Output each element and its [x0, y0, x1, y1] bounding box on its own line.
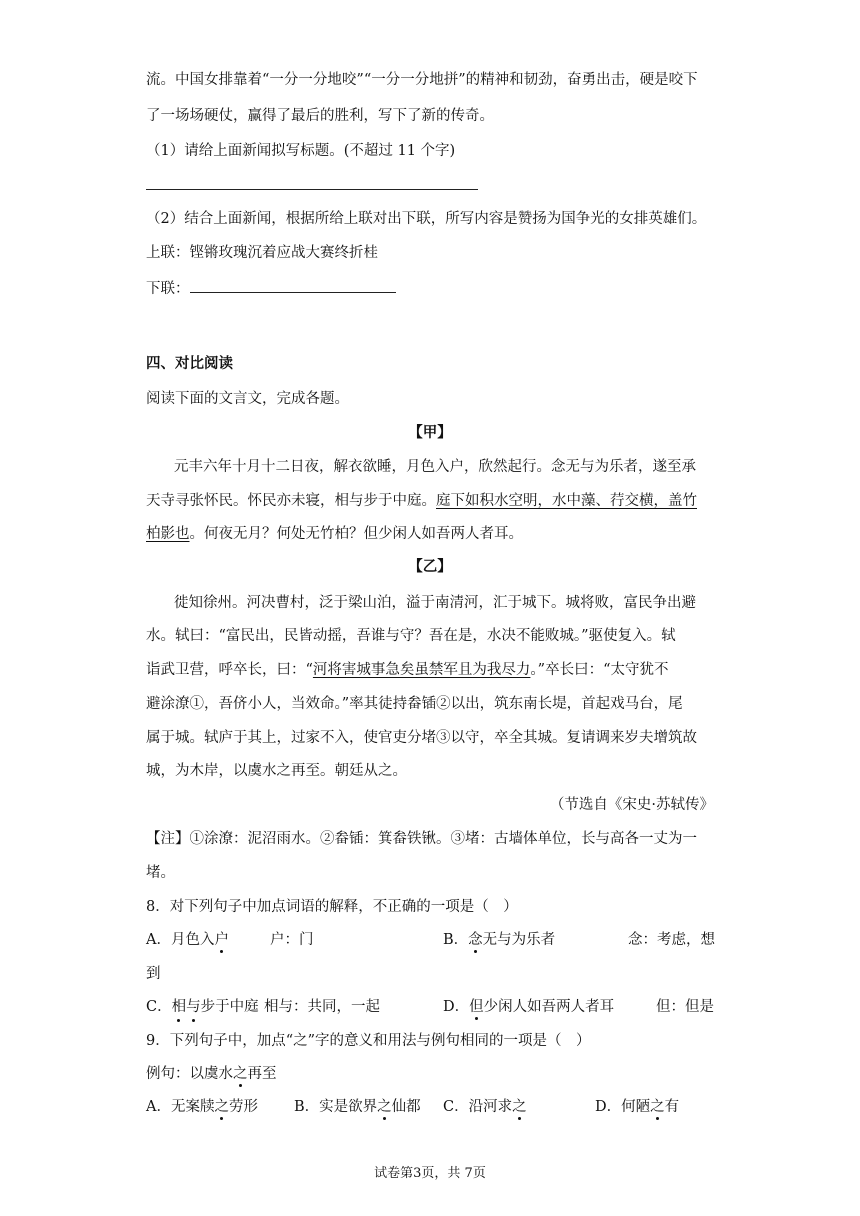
passage-yi-line-2: 水。轼曰：“富民出，民皆动摇，吾谁与守？吾在是，水决不能败城。”驱使复入。轼: [146, 628, 676, 644]
q9-b-dotted-word: 之: [377, 1099, 392, 1115]
q8-option-a[interactable]: [146, 930, 229, 950]
passage-yi-line-4: 避涂潦①，吾侪小人，当效命。”率其徒持畚锸②以出，筑东南长堤，首起戏马台，尾: [146, 696, 683, 712]
upper-couplet: 上联：铿锵玫瑰沉着应战大赛终折桂: [146, 245, 378, 261]
question-2: （2）结合上面新闻，根据所给上联对出下联，所写内容是赞扬为国争光的女排英雄们。: [146, 211, 707, 227]
q8-d-label: D．: [443, 999, 470, 1015]
lower-couplet-label: 下联：: [146, 281, 190, 297]
section-4-instruction: 阅读下面的文言文，完成各题。: [146, 391, 349, 407]
q9-a-text-b: 劳形: [228, 1099, 258, 1115]
passage-jia-line-3: [146, 524, 523, 544]
yi-underlined-sentence: 河将害城事急矣虽禁军且为我尽力: [312, 662, 531, 678]
question-8-stem: 8．对下列句子中加点词语的解释，不正确的一项是（ ）: [146, 899, 518, 915]
page-footer: 试卷第3页，共 7页: [374, 1166, 486, 1181]
q9-d-text-b: 有: [664, 1099, 680, 1115]
q9-option-a[interactable]: [146, 1097, 258, 1117]
q8-c-dotted-word: 相与: [171, 999, 201, 1015]
notes-line-2: 堵。: [146, 865, 175, 881]
q8-d-dotted-word: 但: [469, 999, 484, 1015]
jia-line-2-text: 天寺寻张怀民。怀民亦未寝，相与步于中庭。: [146, 493, 436, 509]
notes-line-1: 【注】①涂潦：泥沼雨水。②畚锸：箕畚铁锹。③堵：古墙体单位，长与高各一丈为一: [146, 831, 697, 847]
q9-option-c[interactable]: [443, 1097, 527, 1117]
q8-c-text: 步于中庭: [200, 999, 259, 1015]
passage-yi-line-1: 徙知徐州。河决曹村，泛于梁山泊，溢于南清河，汇于城下。城将败，富民争出避: [174, 595, 696, 611]
q9-example-text-b: 再至: [247, 1066, 277, 1082]
q8-option-d[interactable]: [443, 997, 614, 1017]
q8-c-label: C．: [146, 999, 172, 1015]
passage-yi-title: 【乙】: [408, 558, 452, 575]
q9-b-text-b: 仙都: [391, 1099, 421, 1115]
passage-end-line-1: 流。中国女排靠着“一分一分地咬”“一分一分地拼”的精神和韧劲，奋勇出击，硬是咬下: [146, 72, 698, 88]
q8-option-d-explanation: 但：但是: [656, 999, 714, 1015]
passage-jia-line-1: 元丰六年十月十二日夜，解衣欲睡，月色入户，欣然起行。念无与为乐者，遂至承: [174, 459, 696, 475]
q8-option-c[interactable]: [146, 997, 259, 1017]
q8-option-b[interactable]: [443, 930, 555, 950]
q8-a-dotted-word: 户: [214, 932, 229, 948]
question-9-stem: 9．下列句子中，加点“之”字的意义和用法与例句相同的一项是（ ）: [146, 1033, 591, 1049]
q8-option-b-explanation: 念：考虑，想: [628, 932, 715, 948]
q8-option-c-explanation: 相与：共同，一起: [264, 999, 380, 1015]
passage-jia-line-2: [146, 491, 697, 511]
question-1: （1）请给上面新闻拟写标题。(不超过 11 个字): [146, 143, 456, 159]
q8-option-b-explanation-cont: 到: [146, 966, 161, 982]
q9-option-b[interactable]: [294, 1097, 421, 1117]
lower-couplet-row: [146, 277, 396, 299]
q8-d-text: 少闲人如吾两人者耳: [483, 999, 615, 1015]
q8-b-label: B．: [443, 932, 469, 948]
yi-line-3-text-b: 。”卒长曰：“太守犹不: [530, 662, 669, 678]
passage-yi-source: （节选自《宋史·苏轼传》: [549, 797, 714, 813]
q9-c-text: C．沿河求: [443, 1099, 513, 1115]
q8-b-text: 无与为乐者: [482, 932, 556, 948]
jia-underlined-sentence-part-2: 柏影也: [146, 526, 190, 542]
lower-couplet-answer-line[interactable]: [190, 277, 396, 293]
q9-a-dotted-word: 之: [214, 1099, 229, 1115]
q9-b-text-a: B．实是欲界: [294, 1099, 378, 1115]
q9-d-text-a: D．何陋: [595, 1099, 651, 1115]
q8-option-a-explanation: 户：门: [270, 932, 314, 948]
passage-yi-line-5: 属于城。轼庐于其上，过家不入，使官吏分堵③以守，卒全其城。复请调来岁夫增筑故: [146, 730, 697, 746]
q9-d-dotted-word: 之: [650, 1099, 665, 1115]
q9-a-text-a: A．无案牍: [146, 1099, 215, 1115]
passage-jia-title: 【甲】: [408, 424, 452, 441]
answer-line-q1[interactable]: [146, 189, 478, 190]
q9-option-d[interactable]: [595, 1097, 679, 1117]
q9-example-dotted-word: 之: [233, 1066, 248, 1082]
q8-a-text: A．月色入: [146, 932, 215, 948]
passage-end-line-2: 了一场场硬仗，赢得了最后的胜利，写下了新的传奇。: [146, 108, 494, 124]
passage-yi-line-6: 城，为木岸，以虞水之再至。朝廷从之。: [146, 763, 407, 779]
q9-example: [146, 1064, 277, 1084]
jia-underlined-sentence-part-1: 庭下如积水空明，水中藻、荇交横，盖竹: [436, 493, 697, 509]
jia-line-3-text: 。何夜无月？何处无竹柏？但少闲人如吾两人者耳。: [189, 526, 523, 542]
q8-b-dotted-word: 念: [468, 932, 483, 948]
passage-yi-line-3: [146, 660, 669, 680]
q9-c-dotted-word: 之: [512, 1099, 527, 1115]
section-4-heading: 四、对比阅读: [146, 355, 233, 372]
q9-example-text-a: 例句：以虞水: [146, 1066, 233, 1082]
yi-line-3-text-a: 诣武卫营，呼卒长，曰：“: [146, 662, 313, 678]
